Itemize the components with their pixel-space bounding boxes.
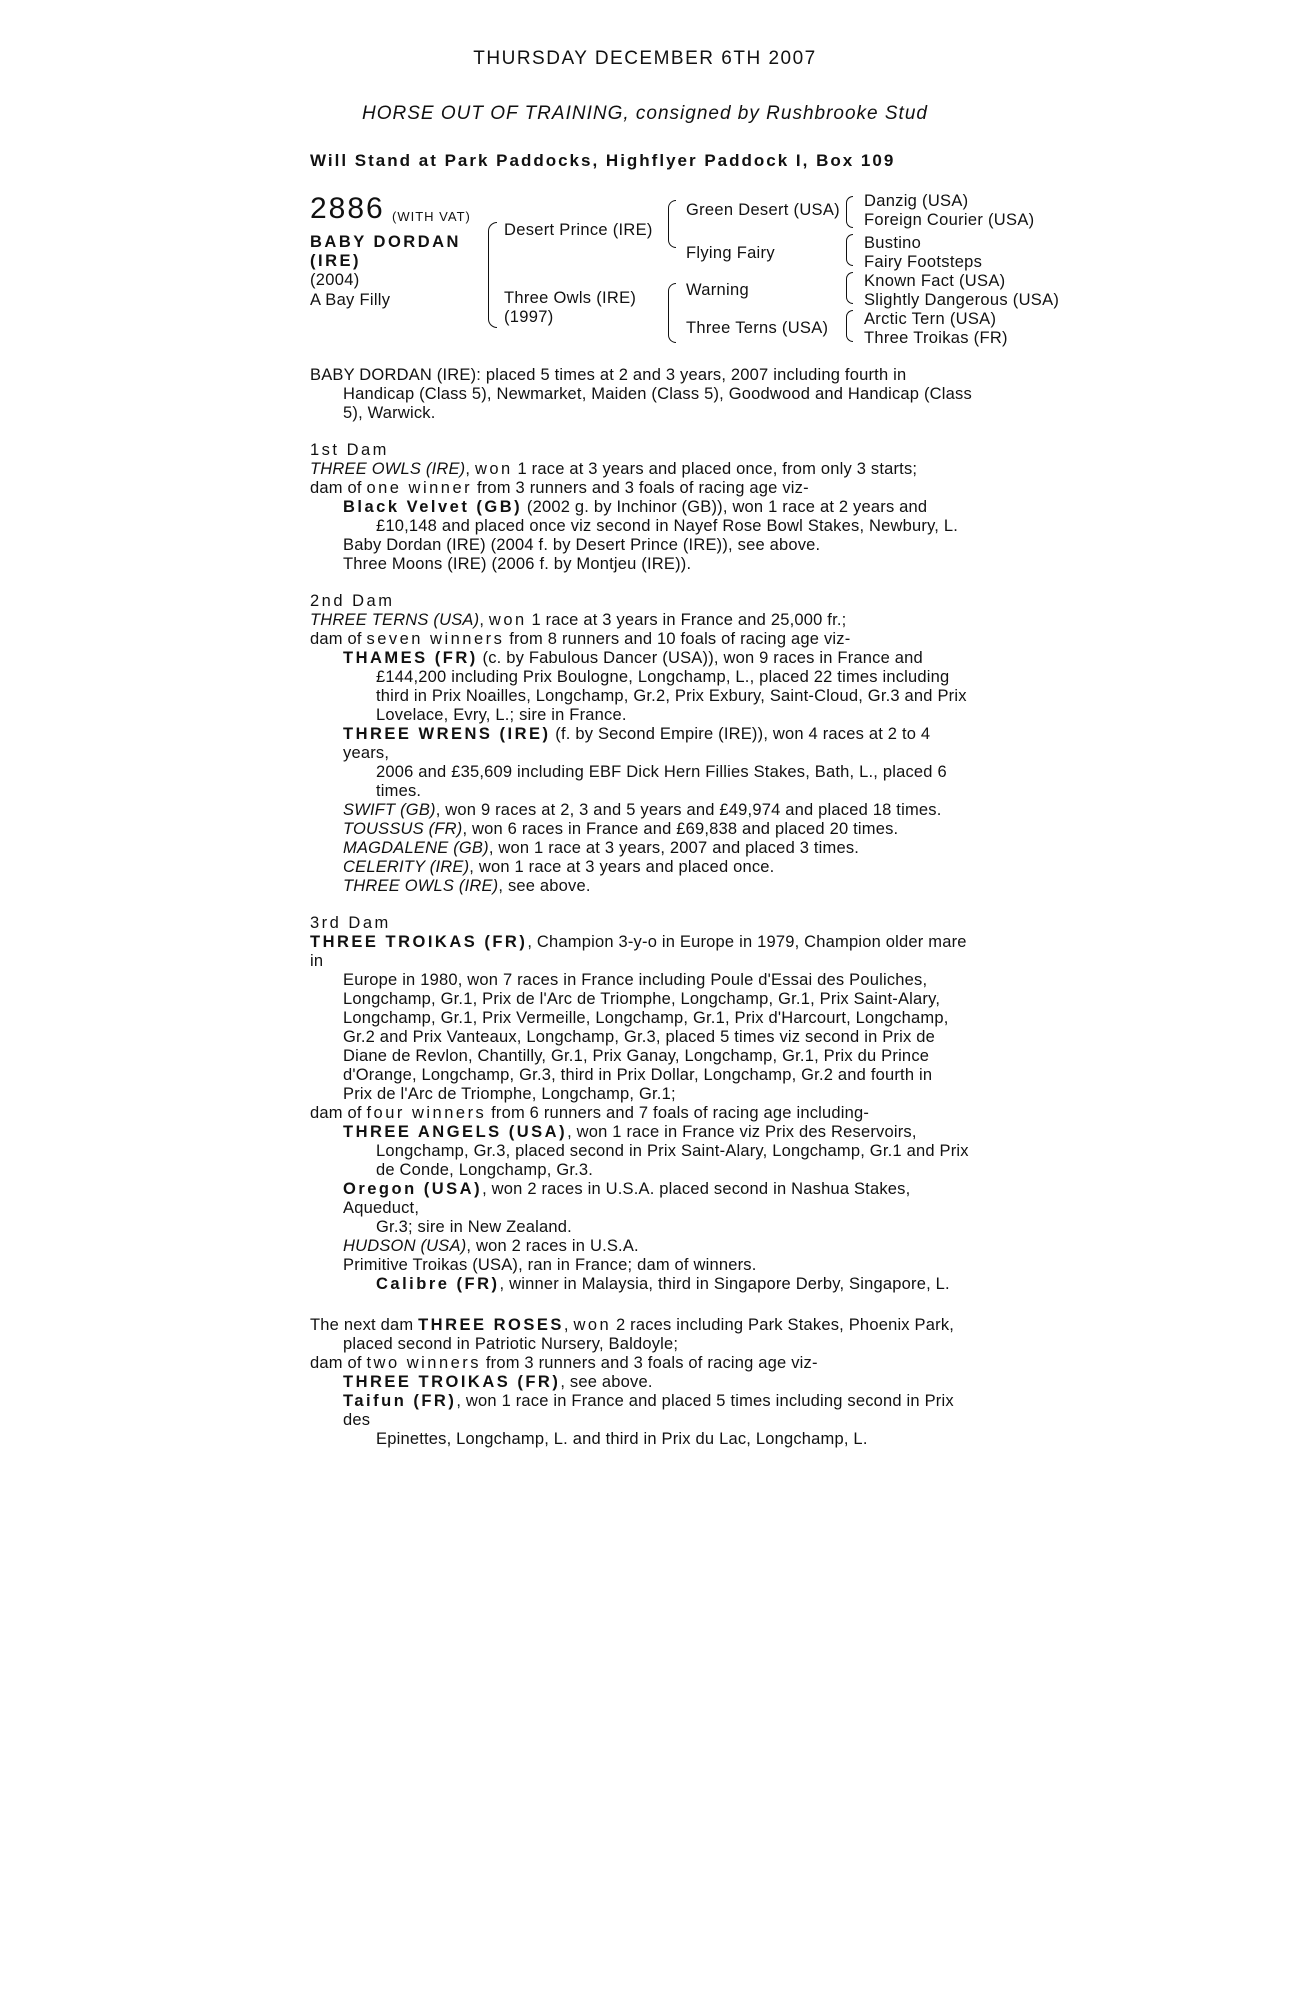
gg-4: Fairy Footsteps bbox=[864, 253, 983, 271]
text-fragment: , bbox=[479, 611, 489, 629]
foal-name: Black Velvet (GB) bbox=[343, 498, 523, 516]
foal-name: THREE TROIKAS (FR) bbox=[343, 1373, 561, 1391]
second-dam-section bbox=[310, 592, 980, 896]
sire-brace bbox=[668, 200, 676, 248]
foal-entry bbox=[310, 801, 980, 820]
foal-entry-cont: third in Prix Noailles, Longchamp, Gr.2, Prix Exbury, Saint-Cloud, Gr.3 and Prix bbox=[376, 687, 967, 705]
foal-entry: Baby Dordan (IRE) (2004 f. by Desert Prince (IRE)), see above. bbox=[343, 536, 821, 554]
foal-entry bbox=[310, 649, 980, 668]
text-fragment: dam of bbox=[310, 479, 367, 497]
foal-name: THAMES (FR) bbox=[343, 649, 478, 667]
dam-sire: Warning bbox=[686, 281, 749, 299]
foal-entry: Three Moons (IRE) (2006 f. by Montjeu (IRE)). bbox=[343, 555, 692, 573]
horse-description: A Bay Filly bbox=[310, 291, 391, 309]
text-fragment: from 8 runners and 10 foals of racing age viz- bbox=[504, 630, 851, 648]
foal-name: Taifun (FR) bbox=[343, 1392, 457, 1410]
foal-entry bbox=[310, 1123, 980, 1142]
foal-entry bbox=[310, 858, 980, 877]
foal-name: THREE OWLS (IRE) bbox=[343, 877, 499, 895]
gg-3: Bustino bbox=[864, 234, 922, 252]
dam-name: THREE ROSES bbox=[418, 1316, 564, 1334]
first-dam-section bbox=[310, 441, 980, 574]
lot-number: 2886 bbox=[310, 192, 385, 225]
race-record-summary bbox=[310, 366, 980, 423]
grand-foal-entry bbox=[310, 1275, 980, 1294]
gg-brace-2 bbox=[846, 234, 853, 266]
foaling-year: (2004) bbox=[310, 271, 360, 289]
text-fragment: 1 race at 3 years and placed once, from only 3 starts; bbox=[512, 460, 918, 478]
section-heading: 1st Dam bbox=[310, 441, 389, 459]
dam-record bbox=[310, 1316, 980, 1335]
foal-entry bbox=[310, 839, 980, 858]
text-fragment: , won 6 races in France and £69,838 and placed 20 times. bbox=[462, 820, 899, 838]
text-fragment: 2 races including Park Stakes, Phoenix Park, bbox=[611, 1316, 955, 1334]
gg-brace-4 bbox=[846, 310, 853, 342]
text-fragment: from 6 runners and 7 foals of racing age including- bbox=[486, 1104, 870, 1122]
next-dam-section bbox=[310, 1316, 980, 1449]
dam-record-cont: Prix de l'Arc de Triomphe, Longchamp, Gr.1; bbox=[343, 1085, 676, 1103]
text-fragment: four winners bbox=[366, 1104, 487, 1122]
catalogue-body bbox=[310, 366, 980, 1449]
text-fragment: (f. by Second Empire (IRE)), won 4 races at 2 to 4 years, bbox=[343, 725, 931, 762]
section-heading: 2nd Dam bbox=[310, 592, 395, 610]
foal-entry bbox=[310, 1180, 980, 1218]
sale-date-header: THURSDAY DECEMBER 6TH 2007 bbox=[473, 48, 817, 69]
text-fragment: , Champion 3-y-o in Europe in 1979, Champion older mare in bbox=[310, 933, 967, 970]
text-fragment: , won 1 race in France and placed 5 times including second in Prix des bbox=[343, 1392, 954, 1429]
gg-2: Foreign Courier (USA) bbox=[864, 211, 1035, 229]
dam-record-cont: d'Orange, Longchamp, Gr.3, third in Prix Dollar, Longchamp, Gr.2 and fourth in bbox=[343, 1066, 933, 1084]
foal-name: CELERITY (IRE) bbox=[343, 858, 470, 876]
text-fragment: , bbox=[465, 460, 475, 478]
gg-8: Three Troikas (FR) bbox=[864, 329, 1008, 347]
text-fragment: dam of bbox=[310, 1104, 367, 1122]
text-fragment: dam of bbox=[310, 630, 367, 648]
foal-entry-cont: de Conde, Longchamp, Gr.3. bbox=[376, 1161, 594, 1179]
text-fragment: The next dam bbox=[310, 1316, 419, 1334]
section-heading: 3rd Dam bbox=[310, 914, 391, 932]
produce-record bbox=[310, 630, 980, 649]
foal-entry-cont: Gr.3; sire in New Zealand. bbox=[376, 1218, 572, 1236]
summary-line: 5), Warwick. bbox=[343, 404, 436, 422]
foal-entry bbox=[310, 1392, 980, 1430]
text-fragment: won bbox=[474, 460, 513, 478]
dam-record-cont: Longchamp, Gr.1, Prix Vermeille, Longchamp, Gr.1, Prix d'Harcourt, Longchamp, bbox=[343, 1009, 949, 1027]
gg-5: Known Fact (USA) bbox=[864, 272, 1006, 290]
dam-record bbox=[310, 460, 980, 479]
text-fragment: one winner bbox=[366, 479, 473, 497]
foal-name: TOUSSUS (FR) bbox=[343, 820, 463, 838]
sire: Desert Prince (IRE) bbox=[504, 221, 653, 239]
foal-entry bbox=[310, 498, 980, 517]
foal-name: Oregon (USA) bbox=[343, 1180, 483, 1198]
text-fragment: won bbox=[488, 611, 527, 629]
produce-record bbox=[310, 479, 980, 498]
foal-entry bbox=[310, 820, 980, 839]
text-fragment: , see above. bbox=[498, 877, 591, 895]
text-fragment: seven winners bbox=[366, 630, 505, 648]
stabling-location: Will Stand at Park Paddocks, Highflyer Paddock I, Box 109 bbox=[310, 151, 896, 170]
text-fragment: , won 1 race at 3 years, 2007 and placed 3 times. bbox=[488, 839, 860, 857]
pedigree-brace bbox=[488, 222, 497, 328]
gg-6: Slightly Dangerous (USA) bbox=[864, 291, 1060, 309]
foal-entry-cont: £144,200 including Prix Boulogne, Longchamp, L., placed 22 times including bbox=[376, 668, 950, 686]
text-fragment: from 3 runners and 3 foals of racing age viz- bbox=[472, 479, 809, 497]
foal-name: HUDSON (USA) bbox=[343, 1237, 467, 1255]
foal-entry-cont: times. bbox=[376, 782, 422, 800]
foal-entry bbox=[310, 877, 980, 896]
summary-line: BABY DORDAN (IRE): placed 5 times at 2 and 3 years, 2007 including fourth in bbox=[310, 366, 907, 384]
dam-name: THREE TERNS (USA) bbox=[310, 611, 480, 629]
dam-year: (1997) bbox=[504, 308, 554, 326]
dam-record-cont: Longchamp, Gr.1, Prix de l'Arc de Triomphe, Longchamp, Gr.1, Prix Saint-Alary, bbox=[343, 990, 941, 1008]
text-fragment: , won 2 races in U.S.A. bbox=[466, 1237, 639, 1255]
foal-name: THREE WRENS (IRE) bbox=[343, 725, 551, 743]
dam: Three Owls (IRE) bbox=[504, 289, 637, 307]
foal-entry-cont: Epinettes, Longchamp, L. and third in Prix du Lac, Longchamp, L. bbox=[376, 1430, 868, 1448]
foal-name: MAGDALENE (GB) bbox=[343, 839, 489, 857]
text-fragment: , won 2 races in U.S.A. placed second in Nashua Stakes, Aqueduct, bbox=[343, 1180, 911, 1217]
text-fragment: (c. by Fabulous Dancer (USA)), won 9 races in France and bbox=[477, 649, 923, 667]
third-dam-section bbox=[310, 914, 980, 1294]
sire-sire: Green Desert (USA) bbox=[686, 201, 840, 219]
foal-entry-cont: Lovelace, Evry, L.; sire in France. bbox=[376, 706, 627, 724]
sire-dam: Flying Fairy bbox=[686, 244, 775, 262]
foal-entry bbox=[310, 1373, 980, 1392]
dam-name: THREE TROIKAS (FR) bbox=[310, 933, 528, 951]
text-fragment: (2002 g. by Inchinor (GB)), won 1 race at 2 years and bbox=[522, 498, 928, 516]
vat-note: (WITH VAT) bbox=[392, 209, 471, 224]
horse-name-suffix: (IRE) bbox=[310, 252, 361, 270]
dam-record-cont: placed second in Patriotic Nursery, Baldoyle; bbox=[343, 1335, 679, 1353]
dam-record bbox=[310, 611, 980, 630]
text-fragment: , see above. bbox=[560, 1373, 653, 1391]
produce-record bbox=[310, 1354, 980, 1373]
foal-entry bbox=[310, 1237, 980, 1256]
foal-name: THREE ANGELS (USA) bbox=[343, 1123, 568, 1141]
foal-entry bbox=[310, 725, 980, 763]
text-fragment: , bbox=[563, 1316, 574, 1334]
text-fragment: , won 9 races at 2, 3 and 5 years and £49,974 and placed 18 times. bbox=[435, 801, 942, 819]
dam-name: THREE OWLS (IRE) bbox=[310, 460, 466, 478]
foal-name: SWIFT (GB) bbox=[343, 801, 436, 819]
dam-record-cont: Gr.2 and Prix Vanteaux, Longchamp, Gr.3, placed 5 times viz second in Prix de bbox=[343, 1028, 935, 1046]
dam-record-cont: Europe in 1980, won 7 races in France including Poule d'Essai des Pouliches, bbox=[343, 971, 928, 989]
foal-name: Calibre (FR) bbox=[376, 1275, 500, 1293]
dam-dam: Three Terns (USA) bbox=[686, 319, 829, 337]
gg-7: Arctic Tern (USA) bbox=[864, 310, 997, 328]
foal-entry: Primitive Troikas (USA), ran in France; dam of winners. bbox=[343, 1256, 757, 1274]
text-fragment: won bbox=[573, 1316, 612, 1334]
text-fragment: from 3 runners and 3 foals of racing age viz- bbox=[481, 1354, 818, 1372]
text-fragment: , won 1 race at 3 years and placed once. bbox=[469, 858, 775, 876]
produce-record bbox=[310, 1104, 980, 1123]
gg-1: Danzig (USA) bbox=[864, 192, 969, 210]
foal-entry-cont: £10,148 and placed once viz second in Nayef Rose Bowl Stakes, Newbury, L. bbox=[376, 517, 959, 535]
summary-line: Handicap (Class 5), Newmarket, Maiden (Class 5), Goodwood and Handicap (Class bbox=[343, 385, 972, 403]
foal-entry-cont: Longchamp, Gr.3, placed second in Prix Saint-Alary, Longchamp, Gr.1 and Prix bbox=[376, 1142, 969, 1160]
text-fragment: 1 race at 3 years in France and 25,000 fr.; bbox=[526, 611, 847, 629]
dam-record bbox=[310, 933, 980, 971]
text-fragment: dam of bbox=[310, 1354, 367, 1372]
gg-brace-3 bbox=[846, 272, 853, 304]
gg-brace-1 bbox=[846, 196, 853, 228]
text-fragment: , winner in Malaysia, third in Singapore Derby, Singapore, L. bbox=[499, 1275, 950, 1293]
consignment-subtitle: HORSE OUT OF TRAINING, consigned by Rushbrooke Stud bbox=[362, 103, 928, 124]
text-fragment: , won 1 race in France viz Prix des Reservoirs, bbox=[567, 1123, 917, 1141]
dam-brace bbox=[668, 283, 676, 343]
horse-name: BABY DORDAN bbox=[310, 233, 461, 251]
dam-record-cont: Diane de Revlon, Chantilly, Gr.1, Prix Ganay, Longchamp, Gr.1, Prix du Prince bbox=[343, 1047, 930, 1065]
text-fragment: two winners bbox=[366, 1354, 482, 1372]
foal-entry-cont: 2006 and £35,609 including EBF Dick Hern Fillies Stakes, Bath, L., placed 6 bbox=[376, 763, 947, 781]
